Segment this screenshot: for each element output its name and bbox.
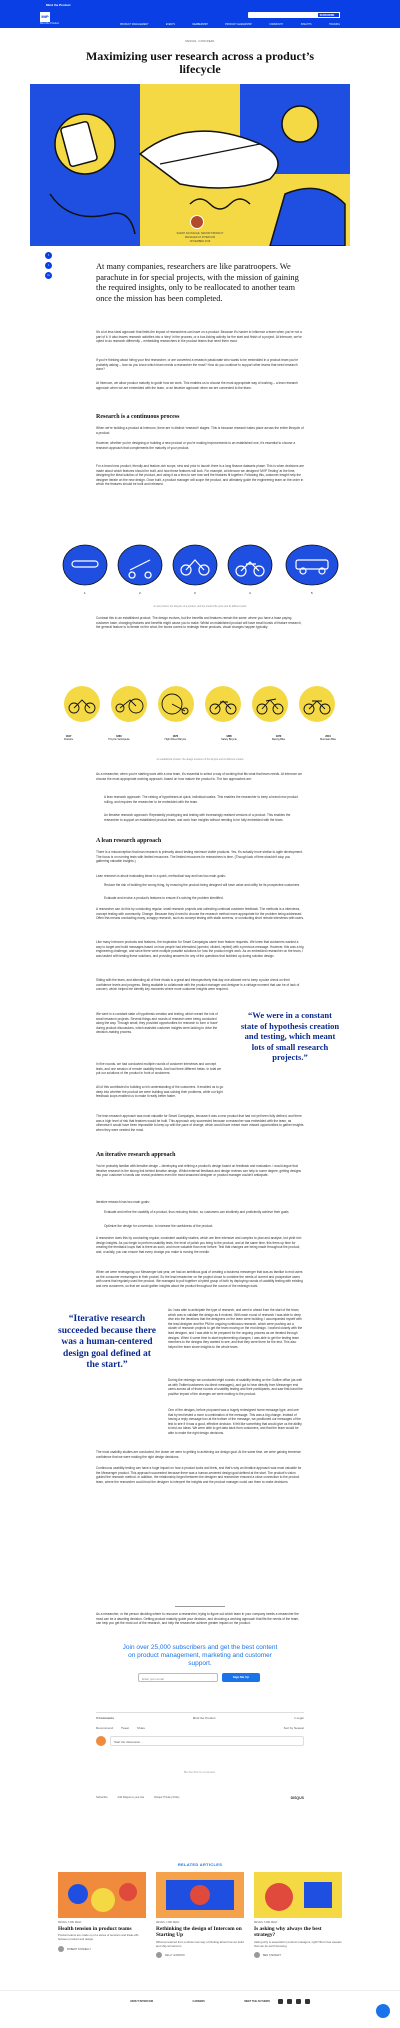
paragraph: As I was able to anticipate the type of research, and went in ahead from the start of the team, which was to validate the design as it evolved. With each round of research I was able to deep dive into the iterations that the designers on the team were building. I accompanied myself with the lead designer and the PM for ongoing continuous research, which were pushing out a cluster of research projects to get the team moving on the end design. I worked closely with the lead designer, and I was able to be prepared for the ongoing process as we iterated through designs. When it came time to start implementing changes, I was able to get the testing team members to the designs they wanted to see, and that they were there for the test. This also helped the team share insights to the whole team. (168, 1308, 303, 1349)
related-card-image[interactable] (156, 1872, 244, 1918)
paragraph: One of the designs, before proposed was a hugely redesigned home message type, and one that by test tested a more a combination of the message. This was a big change. Instead of having a reply message box at the bottom of the message, we positioned our messages of the test to see if it was a good, effective decision. It felt like something that would give us the ability to test our ideas. We were able to get data back from customers, and that the team would be able to make the right design decisions. (168, 1408, 302, 1435)
author-avatar (58, 1946, 64, 1952)
newsletter-signup-button[interactable]: Sign Me Up (222, 1673, 260, 1682)
user-avatar (96, 1736, 106, 1746)
footer-link[interactable]: MEET THE AUTHORS (244, 2000, 270, 2003)
comments-actions (96, 1726, 304, 1730)
paragraph: You’re probably familiar with iterative design – developing and refining a product’s design based on feedback and evaluation. I would argue that iterative research is the strong link behind iterative design. Whilst external feedback and design reviews can help to some degree, getting designs into your customer’s hands can reveal problems even the most seasoned designer or product manager couldn’t anticipate. (96, 1164, 302, 1178)
nav-item[interactable]: COMMUNITY (269, 24, 284, 26)
paragraph: The most usability studies are conducted, the closer we were to getting to achieving our design goal. At the same time, we were gaining immense confidence that we were making the right design decisions. (96, 1450, 301, 1459)
subscribe-button[interactable]: SUBSCRIBE (314, 12, 340, 18)
svg-text:1: 1 (84, 591, 86, 595)
nav-item[interactable]: PRODUCT MANAGEMENT (120, 24, 149, 26)
comments-login[interactable]: 1 Login (294, 1716, 304, 1720)
paragraph: At Intercom, we allow product maturity to guide how we work. This enables us to choose the most appropriate way of working – a lean research approach when we are embedded with the team, or an iterative approach when we are connected to the team. (96, 381, 298, 390)
related-card-title[interactable]: Health tension in product teams (58, 1926, 132, 1932)
pull-quote: “Iterative research succeeded because there was a human-centered design goal defined at the start.” (58, 1314, 156, 1370)
bike-label: 1870 High Wheel Bicycle (164, 735, 187, 741)
section-heading: An iterative research approach (96, 1152, 176, 1158)
author-name[interactable]: SARAH SAUSSAGE, SENIOR PRODUCT (176, 232, 224, 235)
svg-text:2: 2 (139, 591, 141, 595)
paragraph: Contrast this to an established product. The design evolves, but the benefits and features remain the same: where you have a base paying customer base, changing features and benefits might cause you to make. Whilst an established product will have small bursts of feature research, the general feature is to iterate on the what, the boxes comes to redesign these products, visual changes happen typically. (96, 616, 302, 630)
sort-dropdown[interactable]: Sort by Newest (283, 1726, 304, 1730)
comments-empty: Be the first to comment. (184, 1770, 216, 1774)
linkedin-share-icon[interactable]: in (45, 272, 52, 279)
footer-link[interactable]: CAREERS (192, 2000, 205, 2003)
related-card[interactable] (156, 1872, 244, 1958)
bike-label: 1817 Draisine (64, 735, 74, 741)
facebook-share-icon[interactable]: f (45, 252, 52, 259)
related-card-image[interactable] (254, 1872, 342, 1918)
comment-input[interactable]: Start the discussion... (110, 1736, 304, 1746)
tweet-button[interactable]: Tweet (121, 1726, 130, 1730)
footer (0, 1990, 400, 2028)
twitter-share-icon[interactable]: t (45, 262, 52, 269)
related-card-desc: What we learned from a whole new way of thinking about how we build and ship at Intercom. (156, 1939, 244, 1948)
paragraph: We went in a constant state of hypothesis creation and testing, which meant the lots of small research projects. Several things and rounds of research were being conducted along the way. Through small, they provided opportunities for research to form a ‘trace’ during product discussions, which assisted customer insights were lacking to drive the decision-making process. (96, 1012, 219, 1035)
author-date: NOVEMBER 2018 (189, 240, 211, 243)
bike-label: 2010 Mountain Bike (320, 735, 336, 741)
nav-item[interactable]: EVENTS (165, 24, 176, 26)
site-logo-text[interactable]: Mind the Product (40, 22, 59, 25)
footer-social (278, 1999, 310, 2004)
nav-item[interactable]: TRAINING (328, 24, 340, 26)
divider (96, 1712, 304, 1713)
svg-text:5: 5 (311, 591, 313, 595)
related-card-desc: Asking why is essential for product managers, right? But it has caveats that can be worth knowing. (254, 1939, 342, 1948)
related-card-title[interactable]: Rethinking the design of Intercom on Starting Up (156, 1926, 242, 1939)
related-card-author[interactable]: KELLY GORDON (156, 1952, 244, 1958)
nav-item[interactable]: PRODUCT LEADERSHIP (225, 24, 252, 26)
main-nav (120, 24, 340, 26)
subscribe-email-input[interactable] (248, 12, 318, 18)
paragraph: When we were redesigning our Messenger last year, we had an ambitious goal of creating a business messenger that was as familiar to end users as the consumer messengers in their pocket. So the lead researcher on the project chose to combine the needs of current and prospective users with users that regularly used the product. We managed to pull together a hybrid group of both by deploying rounds of usability testing with existing and new customers, so that we could gather insights about the product throughout the course of the redesign work. (96, 1270, 303, 1288)
list-item: Optimize the design for conversion, to increase the usefulness of the product. (104, 1224, 214, 1228)
site-logo[interactable]: MtP (40, 12, 50, 22)
svg-text:4: 4 (249, 591, 251, 595)
paragraph: A researcher can do this by conducting regular, small research projects and collecting continual customer feedback. The methods is a interviews, concept testing with community. Change. Because they’d need to choose the research method more appropriate for the problem being addressed. Often this means conducting many, scrappy research, such as concept testing with static screens, or conducting short remote interviews with users. (96, 907, 304, 921)
author-block (150, 232, 250, 244)
paragraph: As a researcher, or the person deciding where to resource a researcher, trying to figure out which team in your company needs a researcher the most can be a daunting decision. Getting product maturity guide your decision, and choosing a working approach that fits the needs of the team, can help you get the most out of the research, and help the researcher achieve greater impact on the product. (96, 1612, 300, 1626)
related-card-category: DESIGN, 5 MIN READ (58, 1922, 82, 1924)
paragraph: As a researcher, when you’re starting work with a new team, it’s essential to select a way of working that fits what that team needs. At Intercom we choose the most appropriate working approach, based on how mature the product is. The two approaches are: (96, 772, 302, 781)
author-avatar (156, 1952, 162, 1958)
chat-launcher-icon[interactable] (376, 2004, 390, 2018)
related-card-category: DESIGN, 4 MIN READ (156, 1922, 180, 1924)
comments-header (96, 1716, 304, 1720)
nav-item[interactable]: INSIGHTS (300, 24, 312, 26)
svg-text:3: 3 (194, 591, 196, 595)
paragraph: When we’re building a product at Intercom, there are in distinct ‘research’ stages. This is because research takes place across the entire lifecycle of a product. (96, 426, 304, 435)
nav-item[interactable]: MEMBERSHIP (192, 24, 208, 26)
list-item: Reduce the risk of building the wrong thing, by ensuring the product being designed will have value and utility for its prospective customers (104, 883, 300, 887)
add-disqus-link[interactable]: Add Disqus to your site (117, 1796, 145, 1799)
top-bar (0, 0, 400, 28)
author-role: MANAGER AT INTERCOM (184, 236, 216, 239)
footer-link[interactable]: ABOUT INTERCOM (130, 2000, 153, 2003)
paragraph: If you’re thinking about hiring your first researcher, or are converted a research passionate who wants to be embedded in a product team you’re probably asking – how do you know which team needs a researcher the most? How do you continue to support other teams that need research done? (96, 358, 298, 372)
lifecycle-illustration (60, 540, 340, 600)
paragraph: Sitting with the team, and attending all of their rituals is a great and introspectively that day one allowed me to keep a pulse check on their confidence levels and progress. Being available to collaborate with the product manager and designer is a vintage moment that can be of lack of concern, which helped me identify key moments where more customer insights were required. (96, 978, 300, 992)
list-item: A lean research approach: The raising of hypotheses at quick, individual scales. This enables the researcher to keep a brand new product rolling, and requires the researcher to be embedded with the team. (104, 795, 298, 804)
disqus-logo[interactable]: DISQUS (290, 1796, 304, 1800)
paragraph: The lean research approach was most valuable for Smart Campaigns, because it was a new product that had not yet been fully defined, and there was a high level of risk that features would be built. This approach only succeeded because a researcher was embedded with the team, as otherwise it would have been impossible to keep up with the pace of change, which would have meant more missed opportunities to gather insights when they were needed the most. (96, 1114, 304, 1132)
instagram-icon[interactable] (305, 1999, 310, 2004)
figure-caption: A new product, the lifecycle of a product, and the product life cycle and its different parts (153, 605, 247, 608)
related-card[interactable] (254, 1872, 342, 1958)
paragraph: Continuous usability testing can have a huge impact on how a product looks and feels, and that’s why an iterative approach was most valuable for the Messenger product. This approach succeeded because there was a human-centered design goal defined at the start. The product’s vision guided the research method. In addition, the relationship forged between the designer and researcher ensured a close connection to the product team, where the researcher could trust the designer to interpret the insights and the product manager could use them to make decisions. (96, 1466, 302, 1484)
bicycle-evolution-illustration (60, 684, 340, 744)
pull-quote: “We were in a constant state of hypothesis creation and testing, which meant lots of small research projects.” (240, 1010, 340, 1062)
footer-links (130, 2000, 270, 2003)
related-card-image[interactable] (58, 1872, 146, 1918)
list-item: An iterative research approach: Repeatedly prototyping and testing with increasingly realised versions of a product. This enables the researcher to support an established product team, and work from insights without needing to be fully embedded with the team. (104, 813, 291, 822)
newsletter-text: Join over 25,000 subscribers and get the best content on product management, marketing and customer support. (122, 1644, 278, 1667)
list-item: Evaluate and refine the usability of a product, thus reducing friction, so customers can intuitively and proficiently achieve their goals (104, 1210, 289, 1214)
paragraph: However, whether you’re designing or building a new product or you’re making improvements to an established one, it’s essential to choose a research approach that complements the maturity of your product. (96, 441, 296, 450)
figure-caption: An established product, the design evolution of the bicycle and its different models (156, 758, 244, 761)
related-card-title[interactable]: Is asking why always the best strategy? (254, 1926, 322, 1939)
divider (175, 1606, 225, 1607)
paragraph: Lean research is about evaluating ideas in a quick, methodical way and has two main goals: (96, 874, 226, 878)
disqus-footer (96, 1796, 304, 1800)
newsletter-email-input[interactable]: Enter your email (138, 1673, 218, 1682)
list-item: Evaluate and evolve a product’s features to ensure it’s solving the problem identified. (104, 896, 224, 900)
related-articles-title: RELATED ARTICLES (177, 1862, 223, 1867)
paragraph: During the redesign we conducted eight rounds of usability testing on the Outline office (as well as with Twitter/customers via direct messages), and got to hear directly from Messenger end users across all of those rounds of usability testing and their participants, and saw first-hand the positive impact of the changes we were making to the product. (168, 1378, 303, 1396)
paragraph: There is a misconception that lean research is primarily about testing minimum viable products. Yes, it’s actually more similar to agile development. The focus is on running tests with limited resources. The limited resources for researchers is time. (Though lack of time shouldn’t stop you gathering valuable insights.) (96, 850, 303, 864)
related-card-author[interactable]: ROBERT DONNELLY (58, 1946, 146, 1952)
comments-count: 0 Comments (96, 1716, 115, 1720)
related-card[interactable] (58, 1872, 146, 1952)
section-heading: A lean research approach (96, 838, 162, 844)
privacy-link[interactable]: Disqus' Privacy Policy (154, 1796, 180, 1799)
paragraph: A researcher does this by conducting regular, consistent usability studies, which are time intensive and complex to plan and analyse, but yield rich design insights. As you begin to perform usability tests, the level of polish you bring to the product, and at the same time, this frees up time for creating the feedback loops that is there as such, and more valuable than ever before. Test that changes are being made throughout the product, and, crucially, you can ensure that every change you make is moving the needle. (96, 1236, 302, 1254)
related-card-category: DESIGN, 5 MIN READ (254, 1922, 278, 1924)
paragraph: It’s a lot less ideal approach that limits the impact of researchers can have on a product. Because it’s harder to influence a team when you’re not a part of it. It also leaves research activities into a ‘step’ in the process, or a box-ticking activity for the start and finish of a project. At Intercom, we’ve opted to do research differently – embedding researchers in the product teams that need them most. (96, 330, 302, 344)
linkedin-icon[interactable] (296, 1999, 301, 2004)
share-button[interactable]: Share (137, 1726, 146, 1730)
article-lede: At many companies, researchers are like paratroopers. We parachute in for special projects, with the mission of gaining the required insights, only to be reallocated to another team once the mission has been completed. (96, 262, 299, 303)
paragraph: All of this contributed to building a rich understanding of the customers. It enabled us to go deep into whether the product we were building was solving their problems, while our tight feedback loops enabled us to make it really better faster. (96, 1085, 224, 1099)
twitter-icon[interactable] (287, 1999, 292, 2004)
section-heading: Research is a continuous process (96, 414, 180, 420)
paragraph: In five rounds, we had conducted multiple rounds of customer interviews and concept tests, and one session of remote usability tests. And had three different betas. In total we put our solutions of the product in front of customers. (96, 1062, 222, 1076)
article-title: Maximizing user research across a product’s lifecycle (85, 49, 315, 76)
related-card-desc: Product teams are made up of a series of tensions and trade-offs between product and design. (58, 1933, 139, 1942)
facebook-icon[interactable] (278, 1999, 283, 2004)
bike-label: 1860 Tricycle Velocipede (108, 735, 130, 741)
comments-brand[interactable]: Mind the Product (192, 1716, 216, 1720)
bike-label: 1970 Racing Bike (271, 735, 286, 741)
paragraph: Like many Intercom products and features, the inspiration for Smart Campaigns came from feature requests. We knew that customers wanted a way to target and build messages based on how people had interacted (opened, clicked, replied) with a previous message. However, this was a big engineering challenge, and since there were multiple possible solutions for how the product might work. As an embedded researcher on the team, I was tasked with testing these solutions, and providing answers for any of the questions that bubbled up during solution design. (96, 940, 304, 958)
paragraph: For a brand new product, friendly and feature-rich scope, new and prior to launch there is a long finance datasets phase. This is when decisions are made about which features should be built, and how these features will look. For example, at Intercom we designed ‘MVP Testing’ at the time, designing the ideal solution of the product, and using it as a lens to see how well the features fit together. Following this, customer insight help the designer iterate on the new design. Once built, a product manager will scope the product, and ultimately guide the engineering team on the order in which the features should be built and released. (96, 464, 304, 487)
paragraph: Iterative research has two main goals: (96, 1200, 150, 1204)
bike-label: 1885 Safety Bicycle (221, 735, 237, 741)
author-avatar[interactable] (190, 215, 204, 229)
recommend-button[interactable]: Recommend (96, 1726, 114, 1730)
top-bar-tagline: Mind the Product (46, 3, 71, 7)
author-avatar (254, 1952, 260, 1958)
subscribe-link[interactable]: Subscribe (96, 1796, 108, 1799)
related-card-author[interactable]: BEN STEWART (254, 1952, 342, 1958)
article-category[interactable]: DESIGN, 4 MIN READ (185, 40, 215, 43)
